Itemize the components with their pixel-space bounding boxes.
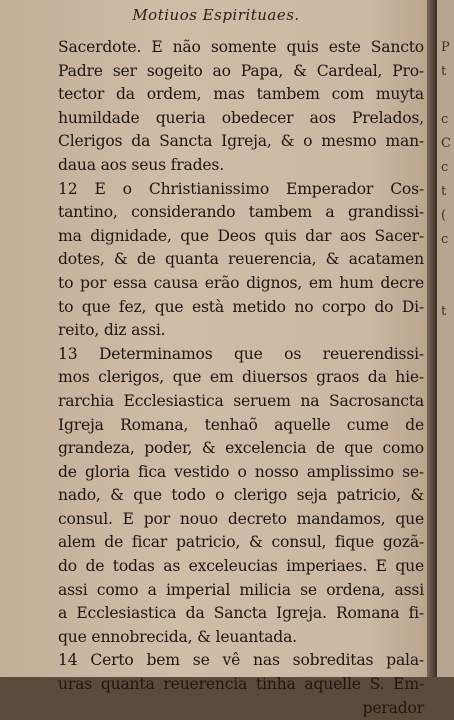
- book-gutter: [427, 0, 437, 677]
- text-line: to que fez, que està metido no corpo do Di-: [58, 297, 424, 316]
- facing-page-letter: c: [441, 112, 449, 127]
- text-line: Padre ser sogeito ao Papa, & Cardeal, Pro-: [58, 61, 424, 80]
- text-line: tantino, considerando tambem a grandissi-: [58, 203, 424, 222]
- text-line: a Ecclesiastica da Sancta Igreja. Romana fi-: [58, 604, 424, 623]
- text-line: de gloria fica vestido o nosso amplissimo se-: [58, 462, 424, 481]
- text-line: uras quanta reuerencia tinha aquelle S. Em-: [58, 675, 424, 694]
- text-line: rarchia Ecclesiastica seruem na Sacrosancta: [58, 391, 424, 410]
- text-line: que ennobrecida, & leuantada.: [58, 627, 297, 646]
- text-line: Igreja Romana, tenhaõ aquelle cume de: [58, 415, 424, 434]
- text-line: ma dignidade, que Deos quis dar aos Sacer-: [58, 226, 424, 245]
- text-line: Sacerdote. E não somente quis este Sancto: [58, 38, 424, 56]
- text-line: humildade queria obedecer aos Prelados,: [58, 108, 424, 127]
- facing-page-letter: c: [441, 232, 449, 247]
- facing-page-letter: C: [441, 136, 451, 151]
- text-line: to por essa causa erão dignos, em hum decre: [58, 273, 424, 292]
- text-line: 14 Certo bem se vê nas sobreditas pala-: [58, 651, 424, 670]
- text-line: daua aos seus frades.: [58, 155, 224, 174]
- facing-page-letter: t: [441, 184, 447, 199]
- text-line: nado, & que todo o clerigo seja patricio, &: [58, 486, 424, 505]
- text-line: consul. E por nouo decreto mandamos, que: [58, 509, 424, 528]
- facing-page-edge: [437, 0, 454, 677]
- text-line: mos clerigos, que em diuersos graos da hie-: [58, 368, 424, 387]
- facing-page-letter: (: [441, 208, 447, 223]
- text-line: dotes, & de quanta reuerencia, & acatamen: [58, 250, 424, 269]
- text-line: tector da ordem, mas tambem com muyta: [58, 85, 424, 104]
- text-line: reito, diz assi.: [58, 321, 166, 340]
- text-line: 13 Determinamos que os reuerendissi-: [58, 344, 424, 363]
- text-line: 12 E o Christianissimo Emperador Cos-: [58, 179, 424, 198]
- facing-page-letter: P: [441, 40, 450, 55]
- catchword: perador: [362, 698, 424, 717]
- facing-page-letter: t: [441, 64, 447, 79]
- text-line: grandeza, poder, & excelencia de que como: [58, 439, 424, 458]
- facing-page-letter: c: [441, 160, 449, 175]
- running-head: Motiuos Espirituaes.: [132, 6, 300, 24]
- text-line: assi como a imperial milicia se ordena, assi: [58, 580, 424, 599]
- body-text: [58, 36, 424, 720]
- text-line: do de todas as exceleucias imperiaes. E que: [58, 557, 424, 576]
- facing-page-letter: t: [441, 304, 447, 319]
- text-line: Clerigos da Sancta Igreja, & o mesmo man-: [58, 132, 424, 151]
- text-line: alem de ficar patricio, & consul, fique gozã-: [58, 533, 424, 552]
